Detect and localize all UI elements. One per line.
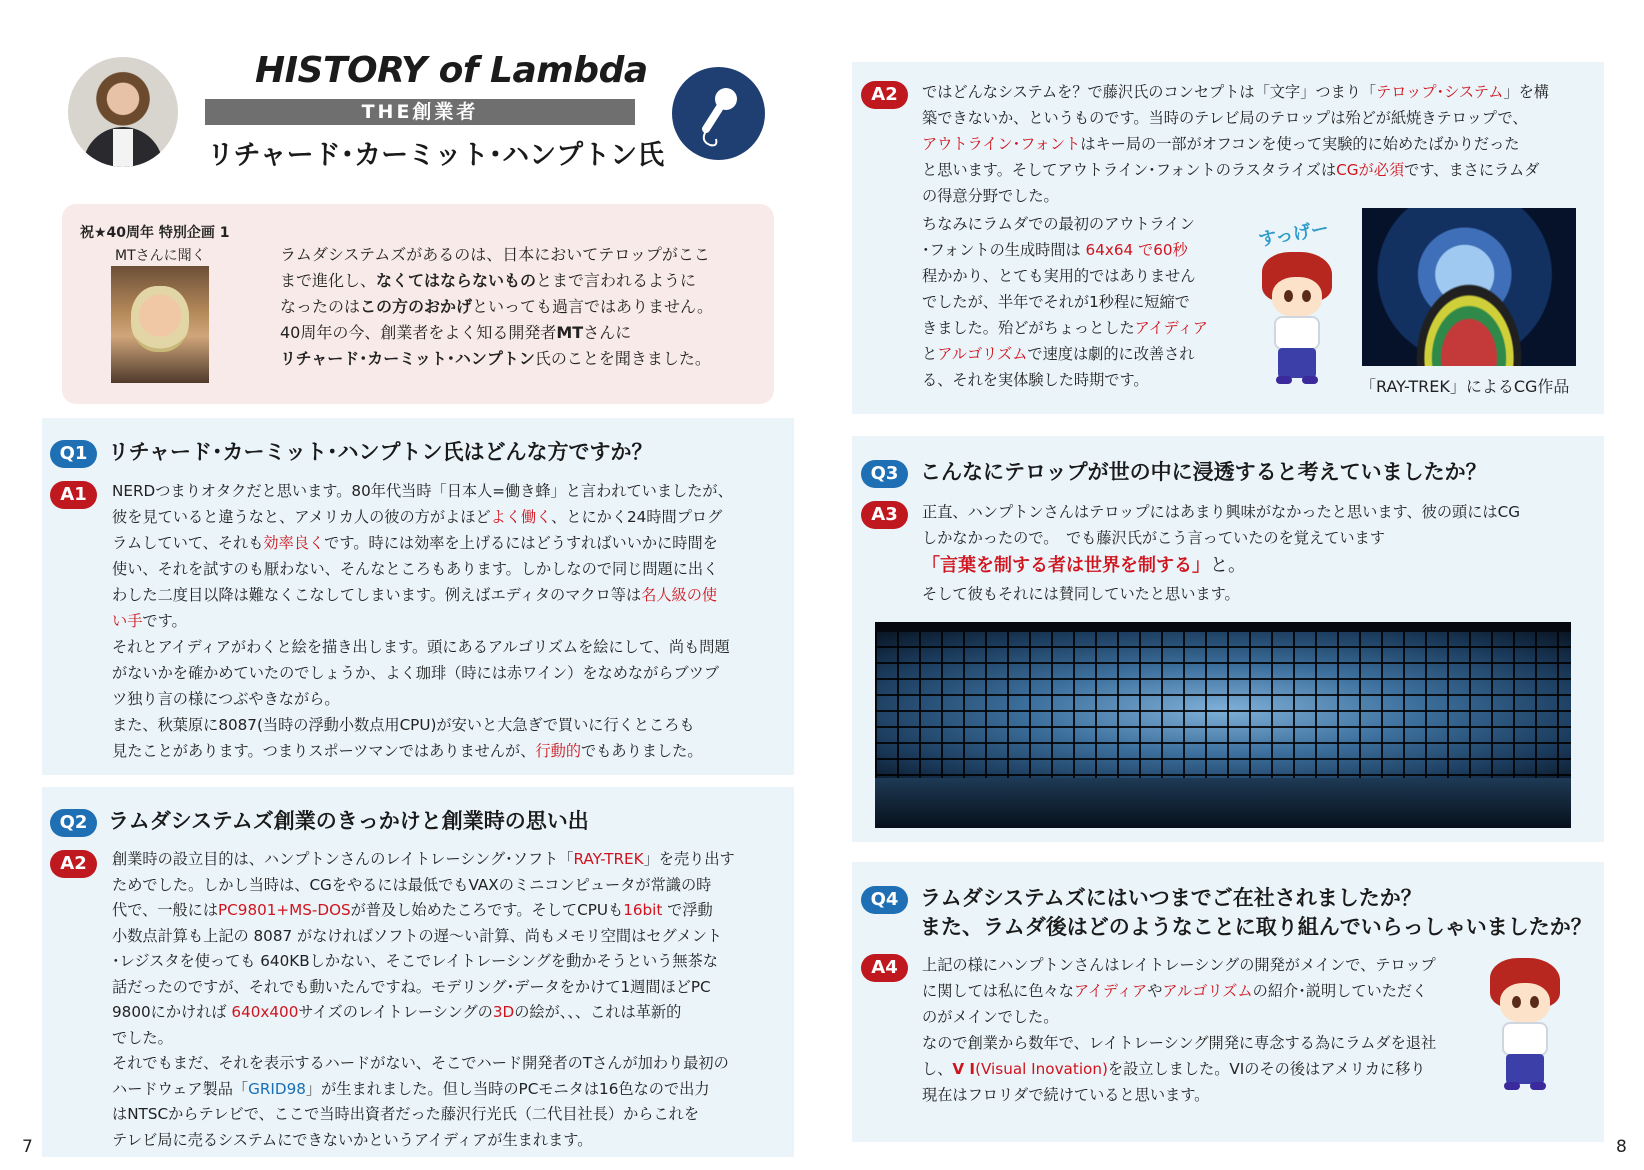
q3-question: こんなにテロップが世の中に浸透すると考えていましたか？: [920, 460, 1487, 484]
page-number-left: 7: [22, 1137, 33, 1157]
q4-question-1: ラムダシステムズにはいつまでご在社されましたか？: [920, 886, 1422, 910]
founder-portrait: [68, 57, 178, 167]
a3-badge: A3: [861, 501, 908, 529]
a1-text: NERDつまりオタクだと思います。80年代当時「日本人=働き蜂」と言われていましたが、 彼を見ていると違うなと、アメリカ人の彼の方がよほどよく働く、とにかく24時間プログ ラムしていて、それも効率良くです。時には効率を上げるにはどうすればいいかに時間を 使い、それを試すのも厭わない、そんなところもあります。しかしなので同じ問題に出く わした二度目以降は難なくこなしてしまいます。例えばエディタのマクロ等は名人級の使 い手です。 それとアイディアがわくと絵を描き出します。頭にあるアルゴリズムを絵にして、尚も問題 がないかを確かめていたのでしょうか、よく珈琲（時には赤ワイン）をなめながらブツブ ツ独り言の様につぶやきながら。 また、秋葉原に8087(当時の浮動小数点用CPU)が安いと大急ぎで買いに行くところも 見たことがあります。つまりスポーツマンではありませんが、行動的でもありました。: [112, 482, 733, 760]
page-number-right: 8: [1616, 1137, 1627, 1157]
a2-cont-text-2: ちなみにラムダでの最初のアウトライン ･フォントの生成時間は 64x64 で60秒 程かかり、とても実用的ではありません でしたが、半年でそれが1秒程に短縮で きました。殆どがちょっとしたアイディア とアルゴリズムで速度は劇的に改善され る、それを実体験した時期です。: [922, 215, 1208, 389]
intro-text: ラムダシステムズがあるのは、日本においてテロップがここ まで進化し、なくてはならないものとまで言われるように なったのはこの方のおかげといっても過言ではありません。 40周年の今、創業者をよく知る開発者MTさんに リチャード･カーミット･ハンプトン氏のことを聞きました。: [280, 245, 713, 368]
q4-question-2: また、ラムダ後はどのようなことに取り組んでいらっしゃいましたか？: [920, 915, 1592, 939]
cg-image-caption: 「RAY-TREK」によるCG作品: [1360, 377, 1570, 396]
q2-badge: Q2: [50, 809, 97, 837]
mascot-character: [1262, 252, 1332, 386]
a2-text: 創業時の設立目的は、ハンプトンさんのレイトレーシング･ソフト「RAY-TREK」を売り出す ためでした。しかし当時は、CGをやるには最低でもVAXのミニコンピュータが常識の時 代で、一般にはPC9801+MS-DOSが普及し始めたころです。そしてCPUも16bit で浮動 小数点計算も上記の 8087 がなければソフトの遅～い計算、尚もメモリ空間はセグメント ･レジスタを使っても 640KBしかない、そこでレイトレーシングを動かそうという無茶な 話だったのですが、それでも動いたんですね。モデリング･データをかけて1週間ほどPC 9800にかければ 640x400サイズのレイトレーシングの3Dの絵が、、、これは革新的 でした。 それでもまだ、それを表示するハードがない、そこでハード開発者のTさんが加わり最初の ハードウェア製品「GRID98」が生まれました。但し当時のPCモニタは16色なので出力 はNTSCからテレビで、ここで当時出資者だった藤沢行光氏（二代目社長）からこれを テレビ局に売るシステムにできないかというアイディアが生まれます。: [112, 850, 735, 1149]
intro-label: 祝★40周年 特別企画 1: [80, 225, 230, 241]
q1-badge: Q1: [50, 440, 97, 468]
a2-cont-text: ではどんなシステムを？で藤沢氏のコンセプトは「文字」つまり「テロップ･システム」を構 築できないか、というものです。当時のテレビ局のテロップは殆どが紙焼きテロップで、 アウトライン･フォントはキー局の一部がオフコンを使って実験的に始めたばかりだった と思います。そしてアウトライン･フォントのラスタライズはCGが必須です、まさにラムダ の得意分野でした。: [922, 83, 1549, 205]
q3-badge: Q3: [861, 460, 908, 488]
exclaim-text: すっげー: [1256, 217, 1331, 251]
q1-question: リチャード･カーミット･ハンプトン氏はどんな方ですか？: [108, 440, 653, 464]
microphone-icon: [672, 67, 765, 160]
mt-photo: [111, 266, 209, 383]
q2-question: ラムダシステムズ創業のきっかけと創業時の思い出: [108, 809, 589, 833]
a2-badge: A2: [50, 850, 97, 878]
q4-badge: Q4: [861, 886, 908, 914]
a4-text: 上記の様にハンプトンさんはレイトレーシングの開発がメインで、テロップ に関しては私に色々なアイディアやアルゴリズムの紹介･説明していただく のがメインでした。 なので創業から数年で、レイトレーシング開発に専念する為にラムダを退社 し、V I(Visual Inovation)を設立しました。VIのその後はアメリカに移り 現在はフロリダで続けていると思います。: [922, 956, 1437, 1104]
founder-name: リチャード･カーミット･ハンプトン氏: [207, 140, 665, 171]
mascot-character-2: [1490, 958, 1560, 1092]
a2-cont-badge: A2: [861, 81, 908, 109]
subtitle-bar: THE創業者: [205, 99, 635, 125]
a1-badge: A1: [50, 481, 97, 509]
page-title: HISTORY of Lambda: [255, 50, 648, 91]
monitor-wall-image: [875, 622, 1571, 828]
raytrek-cg-image: [1362, 208, 1576, 366]
intro-sublabel: MTさんに聞く: [115, 248, 206, 264]
a3-text: 正直、ハンプトンさんはテロップにはあまり興味がなかったと思います、彼の頭にはCG しかなかったので。 でも藤沢氏がこう言っていたのを覚えています 「言葉を制する者は世界を制する」と。 そして彼もそれには賛同していたと思います。: [922, 503, 1520, 603]
a4-badge: A4: [861, 954, 908, 982]
